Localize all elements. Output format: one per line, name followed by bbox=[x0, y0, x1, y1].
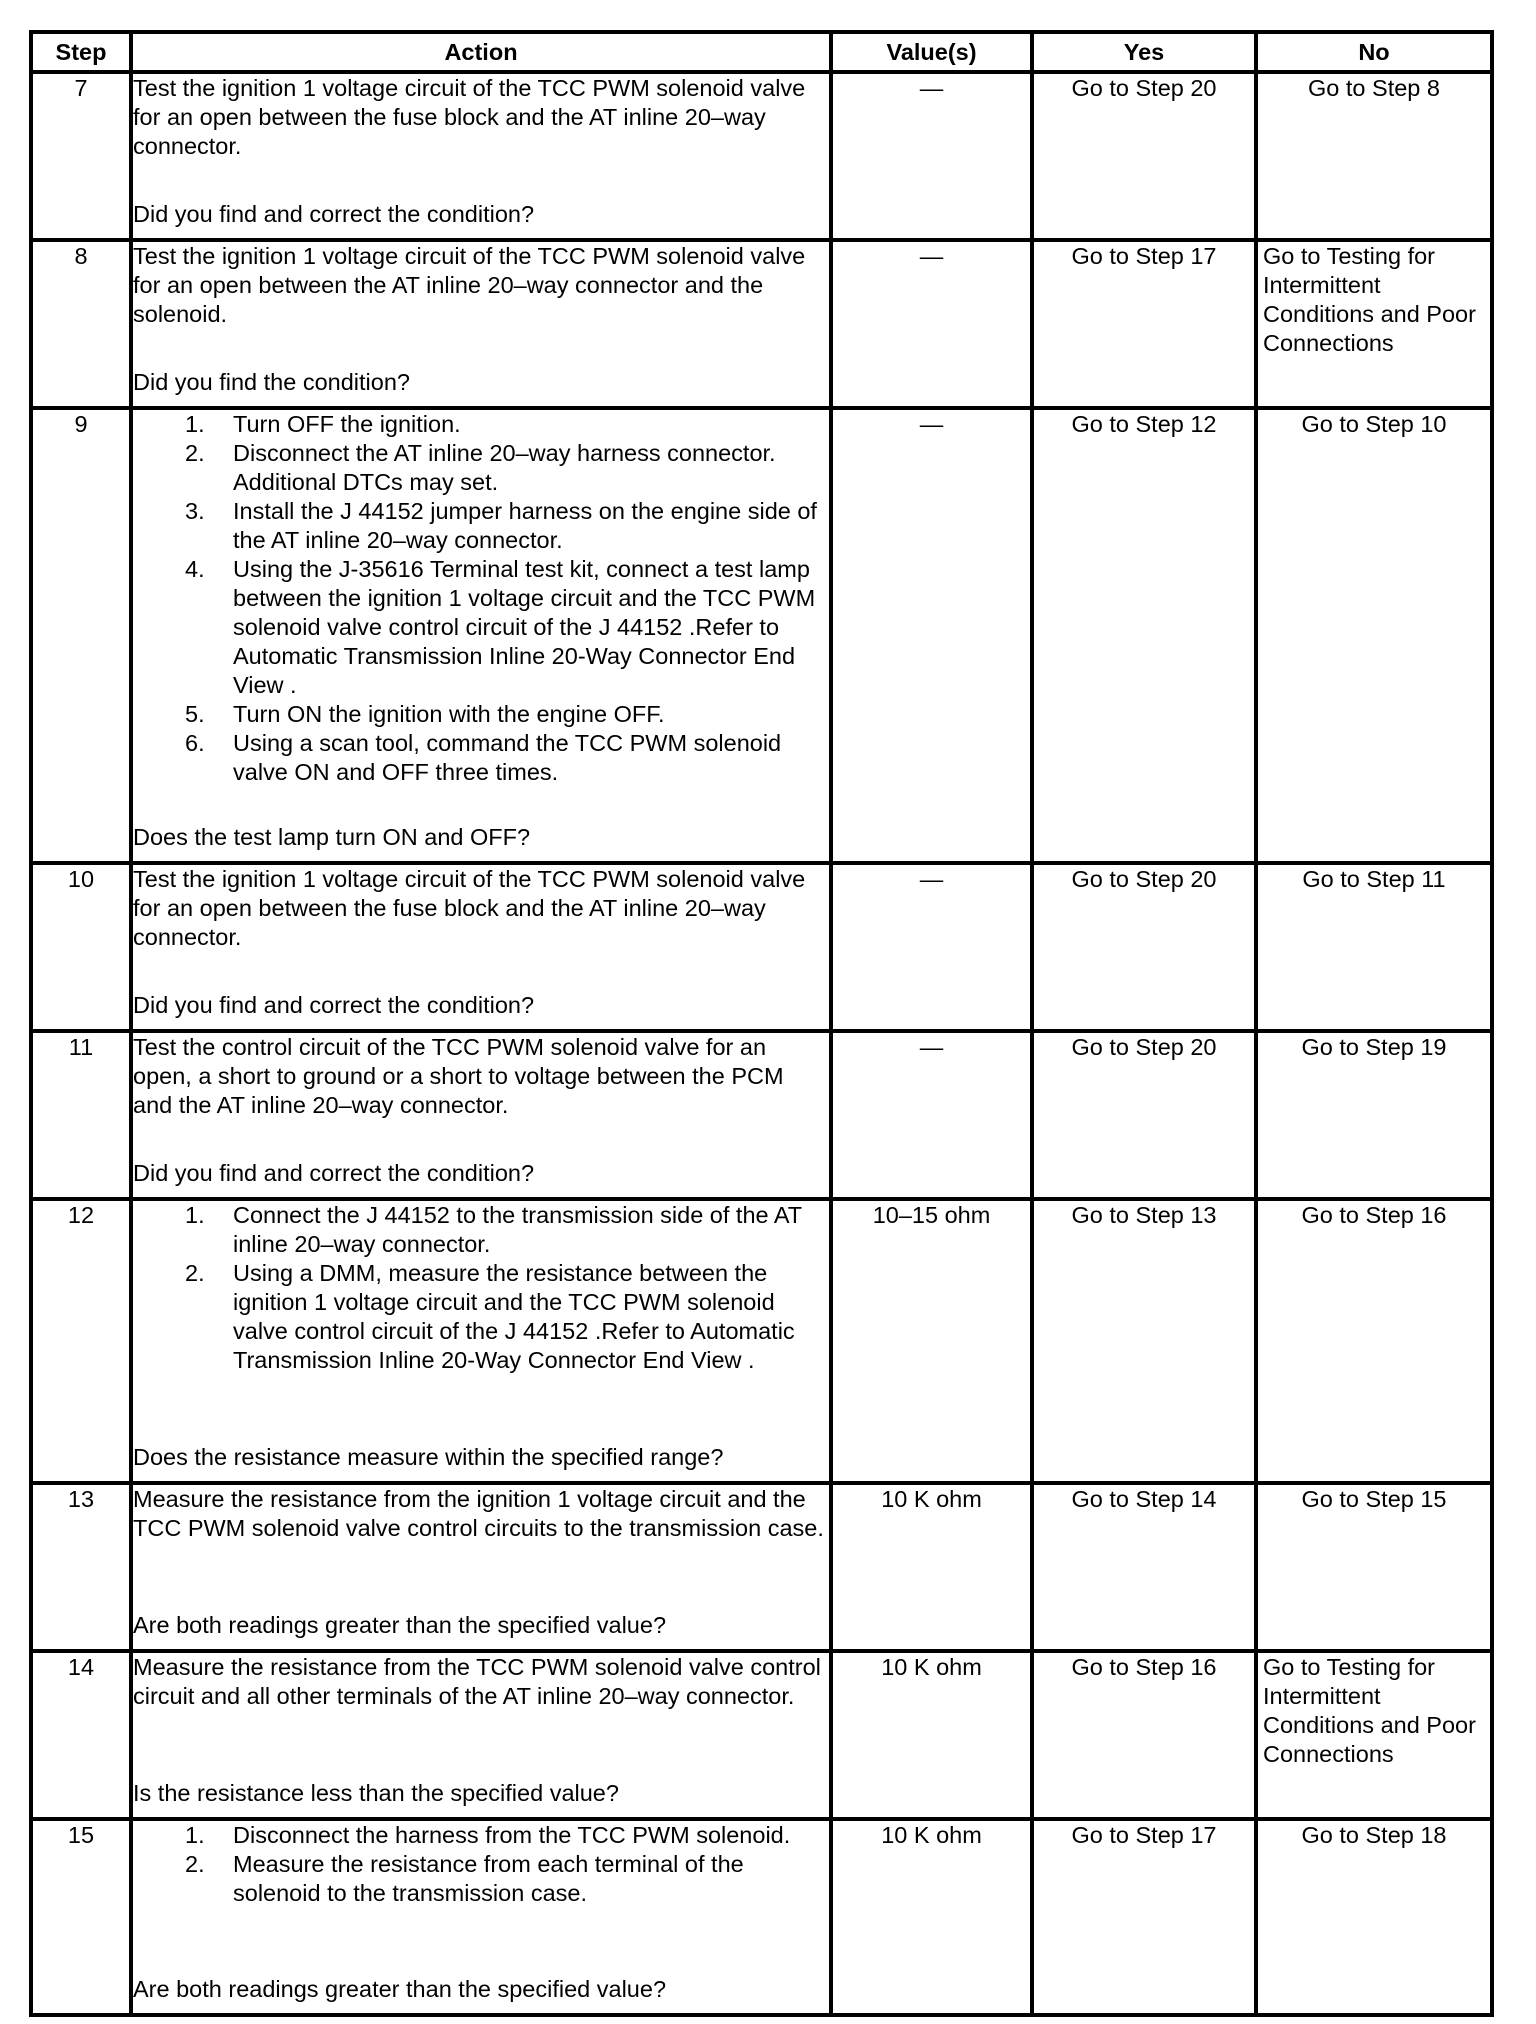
step-number: 8 bbox=[31, 240, 131, 408]
action-text: Test the ignition 1 voltage circuit of the TCC PWM solenoid valve for an open between the fuse block and the AT inline 20–way connector. bbox=[133, 75, 806, 159]
action-text: Test the ignition 1 voltage circuit of the TCC PWM solenoid valve for an open between the AT inline 20–way connector and the solenoid. bbox=[133, 243, 806, 327]
step-number: 12 bbox=[31, 1199, 131, 1483]
step-number: 13 bbox=[31, 1483, 131, 1651]
action-step-number: 2. bbox=[185, 1260, 205, 1286]
action-question: Are both readings greater than the specified value? bbox=[133, 1612, 667, 1638]
action-cell bbox=[131, 1651, 831, 1819]
action-step-text: Install the J 44152 jumper harness on the engine side of the AT inline 20–way connector. bbox=[233, 498, 817, 553]
action-text: Test the ignition 1 voltage circuit of the TCC PWM solenoid valve for an open between the fuse block and the AT inline 20–way connector. bbox=[133, 866, 806, 950]
header-step: Step bbox=[31, 32, 131, 72]
action-cell bbox=[131, 1819, 831, 2015]
table-row bbox=[31, 1031, 1492, 1199]
action-step-item bbox=[133, 410, 829, 439]
table-row bbox=[31, 1483, 1492, 1651]
yes-cell: Go to Step 12 bbox=[1032, 408, 1256, 863]
yes-cell: Go to Step 13 bbox=[1032, 1199, 1256, 1483]
action-question: Are both readings greater than the specified value? bbox=[133, 1976, 667, 2002]
action-cell bbox=[131, 1031, 831, 1199]
action-step-item bbox=[133, 497, 829, 555]
action-step-text: Measure the resistance from each terminal of the solenoid to the transmission case. bbox=[233, 1851, 744, 1906]
value-cell: — bbox=[831, 72, 1032, 240]
header-yes: Yes bbox=[1032, 32, 1256, 72]
action-cell bbox=[131, 72, 831, 240]
action-step-item bbox=[133, 439, 829, 497]
yes-cell: Go to Step 16 bbox=[1032, 1651, 1256, 1819]
action-step-list bbox=[133, 1821, 829, 1908]
action-step-text: Disconnect the AT inline 20–way harness connector. Additional DTCs may set. bbox=[233, 440, 776, 495]
action-step-item bbox=[133, 555, 829, 700]
step-number: 14 bbox=[31, 1651, 131, 1819]
yes-cell: Go to Step 20 bbox=[1032, 1031, 1256, 1199]
action-step-text: Using a scan tool, command the TCC PWM solenoid valve ON and OFF three times. bbox=[233, 730, 782, 785]
no-cell: Go to Step 10 bbox=[1256, 408, 1492, 863]
action-text: Test the control circuit of the TCC PWM solenoid valve for an open, a short to ground or a short to voltage between the PCM and the AT inline 20–way connector. bbox=[133, 1034, 784, 1118]
action-step-text: Connect the J 44152 to the transmission side of the AT inline 20–way connector. bbox=[233, 1202, 802, 1257]
step-number: 9 bbox=[31, 408, 131, 863]
action-question: Did you find and correct the condition? bbox=[133, 1160, 535, 1186]
no-cell: Go to Step 11 bbox=[1256, 863, 1492, 1031]
value-cell: — bbox=[831, 408, 1032, 863]
action-step-text: Turn OFF the ignition. bbox=[233, 411, 461, 437]
header-row bbox=[31, 32, 1492, 72]
no-cell: Go to Step 19 bbox=[1256, 1031, 1492, 1199]
value-cell: — bbox=[831, 863, 1032, 1031]
step-number: 10 bbox=[31, 863, 131, 1031]
action-step-item bbox=[133, 1821, 829, 1850]
yes-cell: Go to Step 17 bbox=[1032, 240, 1256, 408]
action-question: Did you find and correct the condition? bbox=[133, 201, 535, 227]
step-number: 15 bbox=[31, 1819, 131, 2015]
action-step-text: Disconnect the harness from the TCC PWM solenoid. bbox=[233, 1822, 791, 1848]
action-cell bbox=[131, 863, 831, 1031]
step-number: 7 bbox=[31, 72, 131, 240]
no-cell: Go to Step 15 bbox=[1256, 1483, 1492, 1651]
action-text: Measure the resistance from the TCC PWM solenoid valve control circuit and all other terminals of the AT inline 20–way connector. bbox=[133, 1654, 821, 1709]
table-row bbox=[31, 1651, 1492, 1819]
value-cell: 10 K ohm bbox=[831, 1819, 1032, 2015]
no-cell: Go to Testing for Intermittent Conditions and Poor Connections bbox=[1256, 240, 1492, 408]
action-step-list bbox=[133, 410, 829, 787]
action-step-number: 3. bbox=[185, 498, 205, 524]
table-row bbox=[31, 72, 1492, 240]
action-step-text: Using a DMM, measure the resistance between the ignition 1 voltage circuit and the TCC PWM solenoid valve control circuit of the J 44152 .Refer to Automatic Transmission Inline 20-Way Connector End View . bbox=[233, 1260, 795, 1373]
action-step-number: 2. bbox=[185, 440, 205, 466]
header-values: Value(s) bbox=[831, 32, 1032, 72]
action-step-text: Turn ON the ignition with the engine OFF. bbox=[233, 701, 665, 727]
diagnostic-table bbox=[29, 30, 1494, 2017]
action-step-item bbox=[133, 1850, 829, 1908]
table-row bbox=[31, 408, 1492, 863]
table-row bbox=[31, 240, 1492, 408]
action-cell bbox=[131, 240, 831, 408]
no-cell: Go to Step 16 bbox=[1256, 1199, 1492, 1483]
action-question: Does the test lamp turn ON and OFF? bbox=[133, 824, 531, 850]
yes-cell: Go to Step 14 bbox=[1032, 1483, 1256, 1651]
action-step-number: 1. bbox=[185, 1202, 205, 1228]
action-question: Did you find and correct the condition? bbox=[133, 992, 535, 1018]
yes-cell: Go to Step 17 bbox=[1032, 1819, 1256, 2015]
value-cell: 10–15 ohm bbox=[831, 1199, 1032, 1483]
action-question: Is the resistance less than the specified value? bbox=[133, 1780, 619, 1806]
value-cell: 10 K ohm bbox=[831, 1651, 1032, 1819]
no-cell: Go to Step 8 bbox=[1256, 72, 1492, 240]
action-step-number: 2. bbox=[185, 1851, 205, 1877]
value-cell: 10 K ohm bbox=[831, 1483, 1032, 1651]
action-step-number: 4. bbox=[185, 556, 205, 582]
table-row bbox=[31, 1819, 1492, 2015]
no-cell: Go to Testing for Intermittent Conditions and Poor Connections bbox=[1256, 1651, 1492, 1819]
action-text: Measure the resistance from the ignition 1 voltage circuit and the TCC PWM solenoid valve control circuits to the transmission case. bbox=[133, 1486, 824, 1541]
table-row bbox=[31, 1199, 1492, 1483]
action-question: Did you find the condition? bbox=[133, 369, 410, 395]
action-step-number: 6. bbox=[185, 730, 205, 756]
table-row bbox=[31, 863, 1492, 1031]
action-step-number: 1. bbox=[185, 1822, 205, 1848]
action-cell bbox=[131, 408, 831, 863]
action-step-number: 1. bbox=[185, 411, 205, 437]
value-cell: — bbox=[831, 1031, 1032, 1199]
action-step-list bbox=[133, 1201, 829, 1375]
action-step-item bbox=[133, 1259, 829, 1375]
action-cell bbox=[131, 1483, 831, 1651]
header-no: No bbox=[1256, 32, 1492, 72]
action-question: Does the resistance measure within the specified range? bbox=[133, 1444, 724, 1470]
action-step-item bbox=[133, 1201, 829, 1259]
action-step-item bbox=[133, 700, 829, 729]
action-cell bbox=[131, 1199, 831, 1483]
yes-cell: Go to Step 20 bbox=[1032, 863, 1256, 1031]
action-step-number: 5. bbox=[185, 701, 205, 727]
action-step-item bbox=[133, 729, 829, 787]
header-action: Action bbox=[131, 32, 831, 72]
step-number: 11 bbox=[31, 1031, 131, 1199]
action-step-text: Using the J-35616 Terminal test kit, connect a test lamp between the ignition 1 voltage circuit and the TCC PWM solenoid valve control circuit of the J 44152 .Refer to Automatic Transmission Inline 20-Way Connector End View . bbox=[233, 556, 816, 698]
yes-cell: Go to Step 20 bbox=[1032, 72, 1256, 240]
value-cell: — bbox=[831, 240, 1032, 408]
no-cell: Go to Step 18 bbox=[1256, 1819, 1492, 2015]
